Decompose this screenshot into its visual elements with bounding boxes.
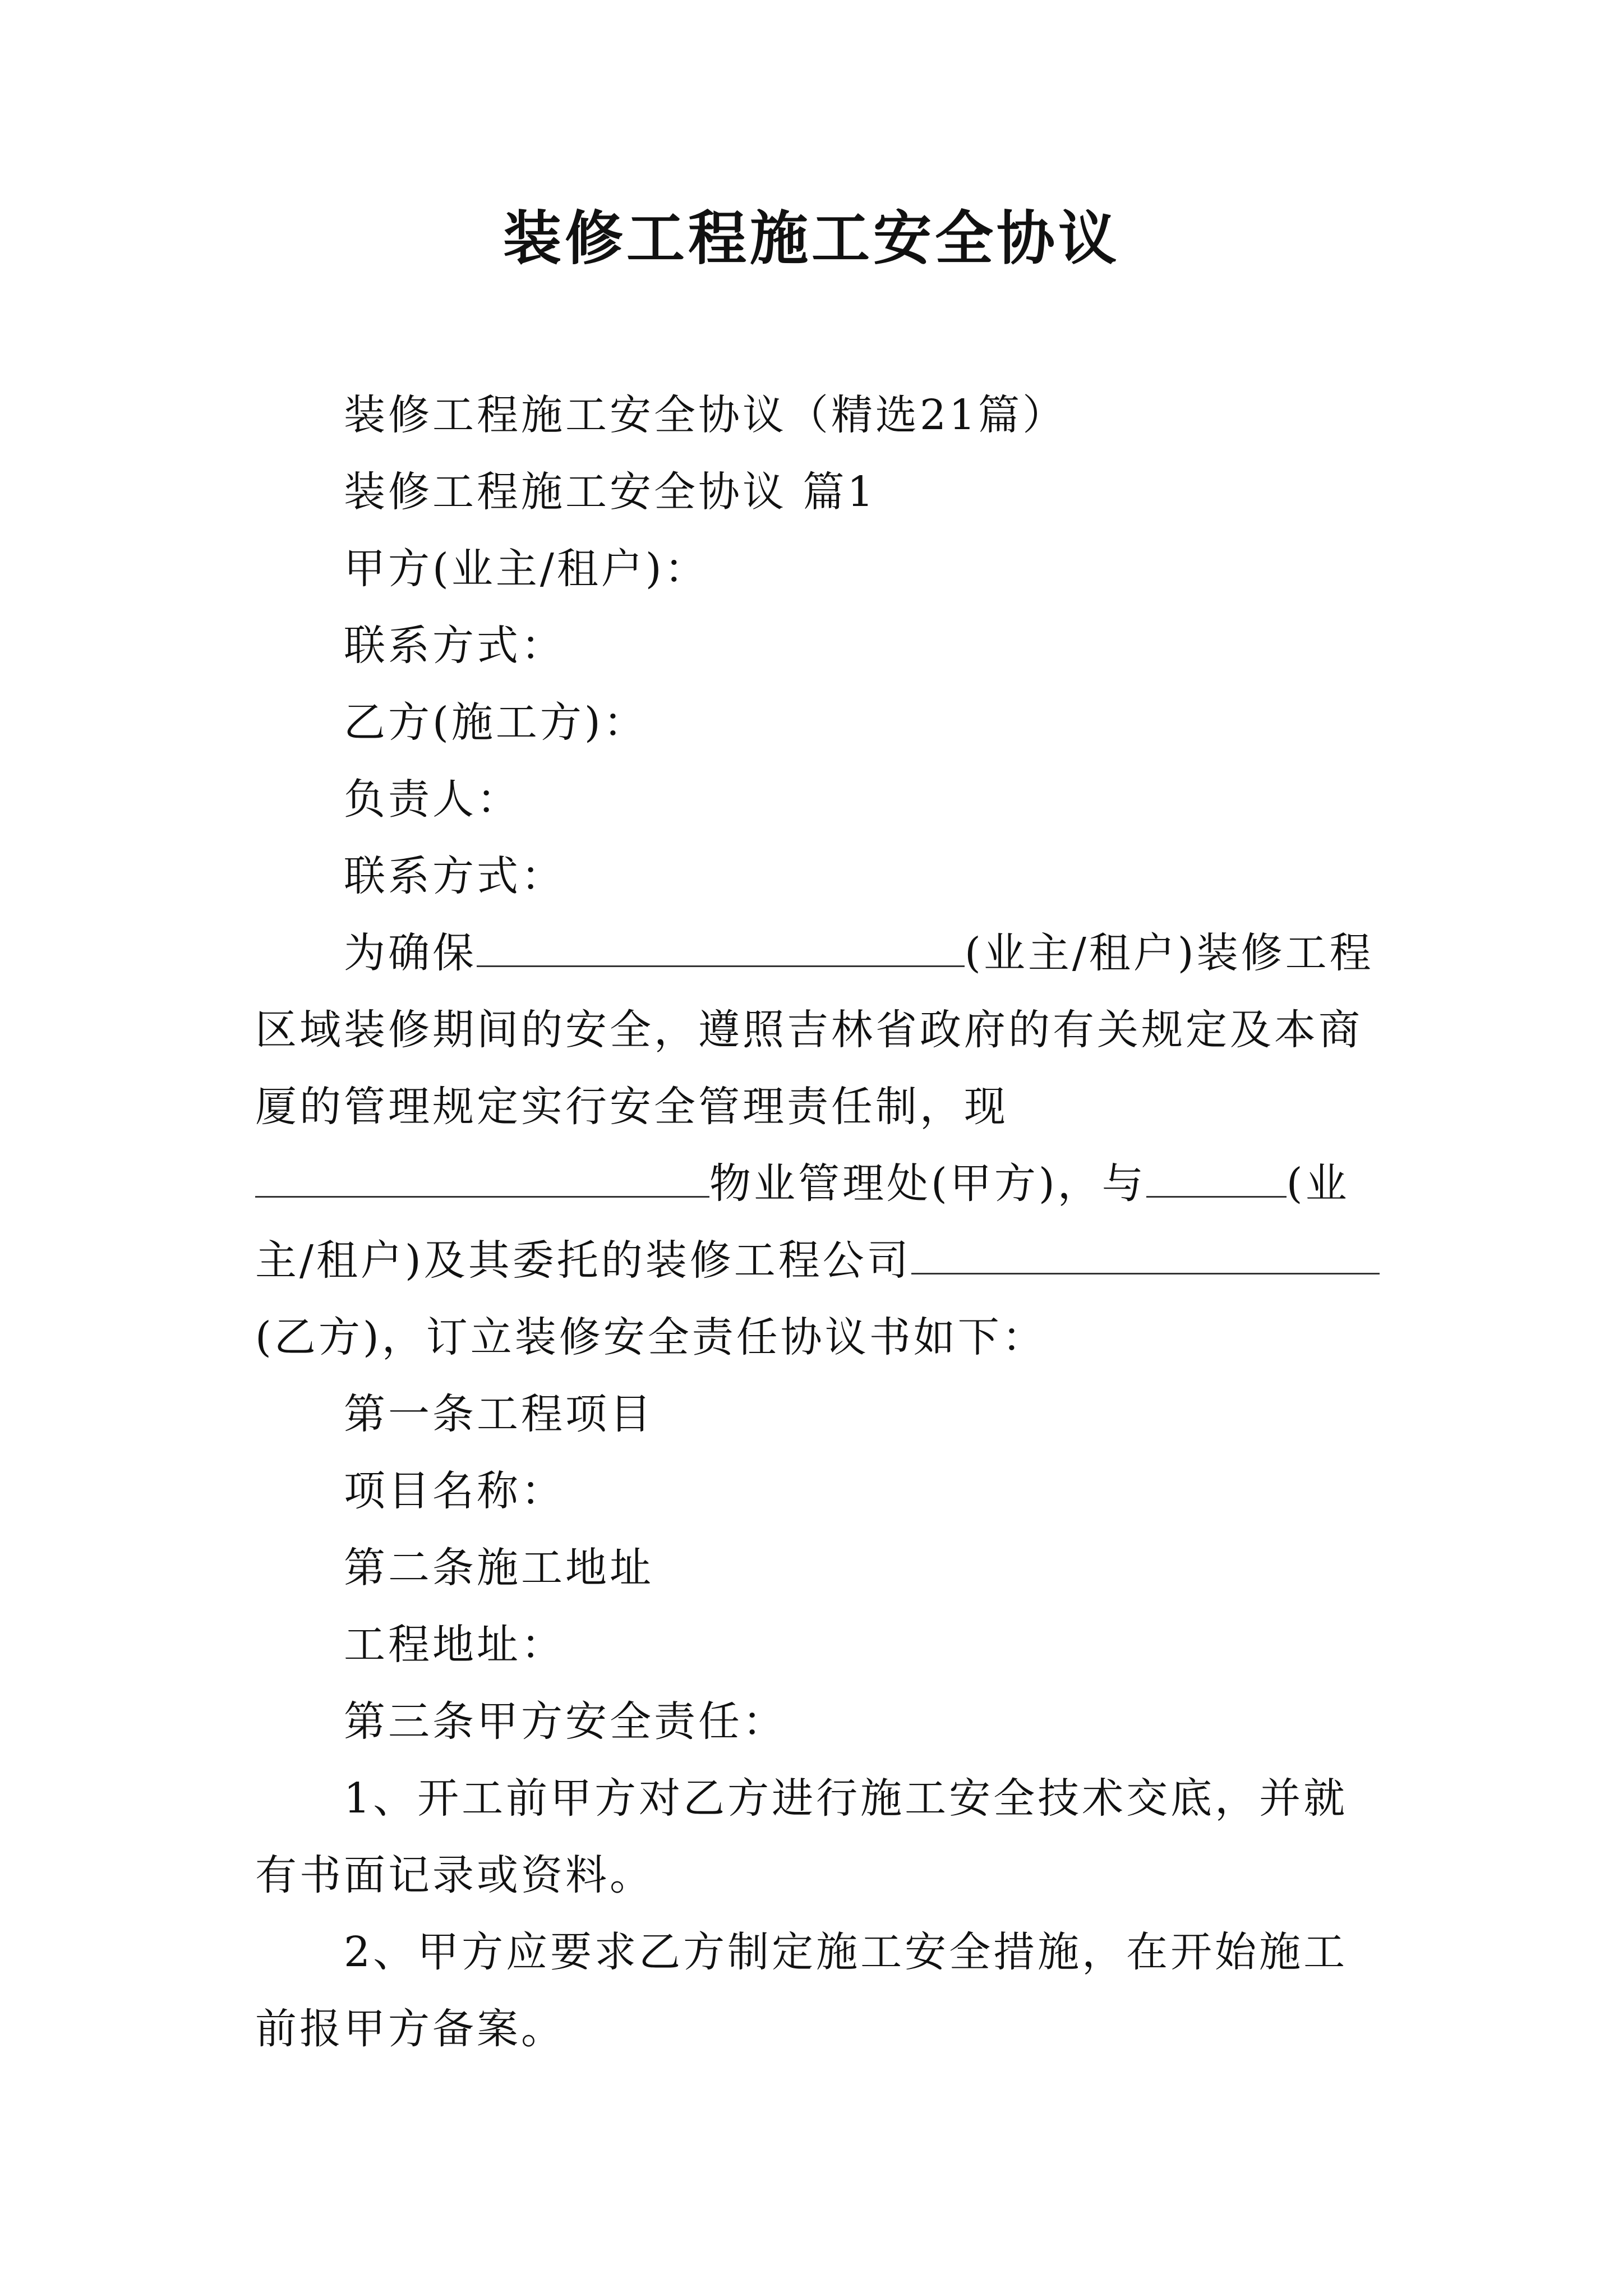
- article-3-heading: 第三条甲方安全责任：: [344, 1697, 787, 1746]
- party-b-label: 乙方(施工方)：: [344, 698, 648, 747]
- party-b-contact: 联系方式：: [344, 852, 565, 900]
- article-2-heading: 第二条施工地址: [344, 1544, 654, 1592]
- clause-item-2: 2、甲方应要求乙方制定施工安全措施，在开始施工前报甲方备案。: [255, 1928, 1348, 2053]
- intro-text-1: 为确保: [344, 929, 477, 977]
- intro-paragraph: [255, 915, 1388, 1376]
- clause-item-1: 1、开工前甲方对乙方进行施工安全技术交底，并就有书面记录或资料。: [255, 1774, 1348, 1899]
- property-office-blank: [255, 1162, 709, 1198]
- project-name-label: 项目名称：: [344, 1467, 565, 1515]
- intro-text-4: (业主/租户)及其委托的装修工程公司: [255, 1159, 1350, 1285]
- section-heading: 装修工程施工安全协议 篇1: [344, 468, 877, 516]
- party-a-contact: 联系方式：: [344, 622, 565, 670]
- document-body: [255, 377, 1388, 2068]
- document-subtitle: 装修工程施工安全协议（精选21篇）: [344, 391, 1067, 439]
- intro-text-5: (乙方)，订立装修安全责任协议书如下：: [255, 1313, 1046, 1361]
- tenant-blank: [1146, 1162, 1287, 1198]
- intro-text-3: 物业管理处(甲方)，与: [709, 1159, 1146, 1208]
- article-1-heading: 第一条工程项目: [344, 1390, 654, 1438]
- company-blank: [911, 1239, 1380, 1274]
- intro-text-2: (业主/租户)装修工程区域装修期间的安全，遵照吉林省政府的有关规定及本商厦的管理规定实行安全管理责任制，现: [255, 929, 1374, 1131]
- party-a-label: 甲方(业主/租户)：: [344, 545, 709, 593]
- party-b-person: 负责人：: [344, 775, 521, 823]
- project-address-label: 工程地址：: [344, 1621, 565, 1669]
- owner-blank: [477, 932, 965, 967]
- document-title: 装修工程施工安全协议: [502, 204, 1120, 273]
